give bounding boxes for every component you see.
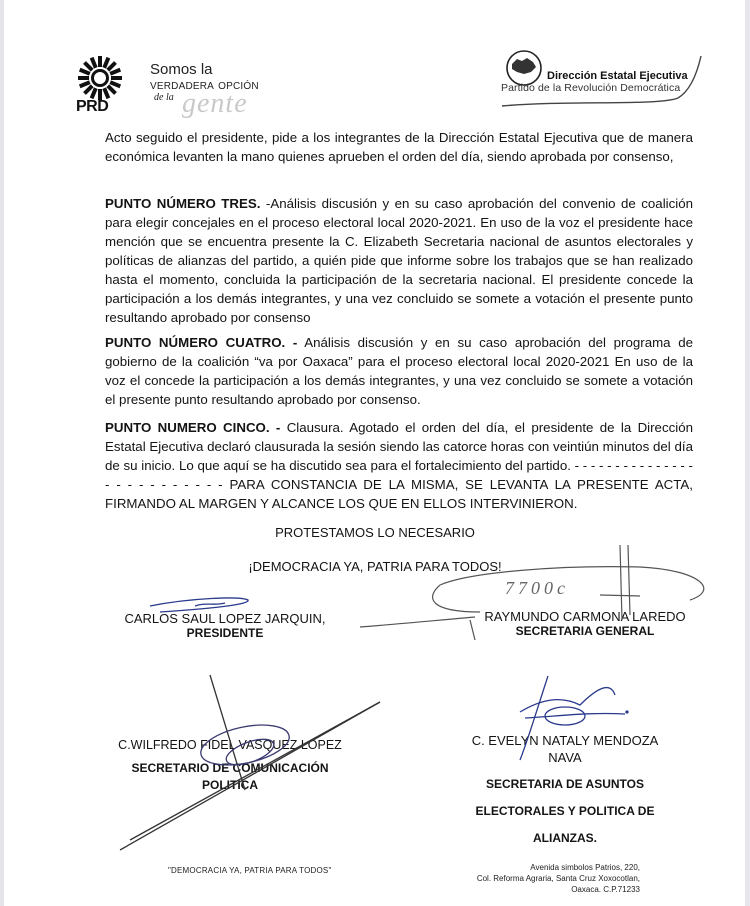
signer-role-line1: SECRETARIA DE ASUNTOS: [485, 777, 644, 791]
punto-cinco-heading: PUNTO NUMERO CINCO. -: [105, 420, 281, 435]
signer-name-line2: NAVA: [548, 750, 582, 765]
signer-name: CARLOS SAUL LOPEZ JARQUIN,: [124, 611, 326, 626]
signer-role-line2: POLITICA: [202, 778, 258, 792]
signer-role: PRESIDENTE: [186, 626, 264, 640]
signature-block-secretary-general: [455, 609, 715, 638]
signer-role-line2: ELECTORALES Y POLITICA DE: [475, 804, 655, 818]
punto-tres-text: -Análisis discusión y en su caso aprobación del convenio de coalición para elegir concejales en el proceso electoral local 2020-2021. En uso de la voz el presidente hace mención que se encuentra presente la C. Elizabeth Secretaria nacional de asuntos electorales y políticas de alianzas del partido, a quién pide que informe sobre los trabajos que se han realizado hasta el momento, concluida la participación de la secretaria nacional. El presidente concede la participación a los demás integrantes, y una vez concluido se somete a votación el presente punto resultando aprobado por consenso: [105, 196, 693, 325]
punto-cuatro: [105, 333, 693, 409]
page-edge-left: [0, 0, 4, 906]
svg-text:7700c: 7700c: [505, 578, 569, 598]
paragraph-order-approval: Acto seguido el presidente, pide a los integrantes de la Dirección Estatal Ejecutiva que de manera económica levanten la mano quienes aprueben el orden del día, siendo aprobada por consenso,: [105, 130, 693, 164]
oaxaca-map-icon: [512, 58, 536, 74]
signature-block-communication: [110, 738, 350, 794]
address-line3: Oaxaca. C.P.71233: [571, 885, 640, 894]
slogan-line3: [150, 88, 259, 119]
signature-block-electoral-affairs: [470, 732, 660, 847]
punto-cuatro-text: Análisis discusión y en su caso aprobación del programa de gobierno de la coalición “va por Oaxaca” para el proceso electoral local 2020-2021 En uso de la voz el concede la participación a los demás integrantes, y una vez concluido se somete a votación el presente punto resultando aprobado por consenso.: [105, 335, 693, 407]
slogan-line2: verdadera opción: [150, 76, 259, 92]
signer-role-line1: SECRETARIO DE COMUNICACIÓN: [131, 761, 329, 775]
signature-block-president: [110, 611, 340, 640]
footer-address: [440, 862, 640, 895]
address-line1: Avenida simbolos Patrios, 220,: [530, 863, 640, 872]
signature-president-icon: [150, 598, 248, 612]
punto-tres: [105, 194, 693, 327]
signer-name-line1: C. EVELYN NATALY MENDOZA: [471, 733, 659, 748]
page-edge-right: [745, 0, 750, 906]
closing-democracia: ¡DEMOCRACIA YA, PATRIA PARA TODOS!: [248, 559, 502, 574]
footer-motto: "DEMOCRACIA YA, PATRIA PARA TODOS": [168, 866, 332, 875]
signer-role: SECRETARIA GENERAL: [515, 624, 655, 638]
signer-name: C.WILFREDO FIDEL VASQUEZ LOPEZ: [118, 738, 342, 752]
punto-cinco: [105, 418, 693, 513]
dee-title: Dirección Estatal Ejecutiva: [547, 70, 688, 82]
punto-cinco-text: Clausura. Agotado el orden del día, el presidente de la Dirección Estatal Ejecutiva declaró clausurada la sesión siendo las catorce horas con veintiún minutos del día de su inicio. Lo que aquí se ha discutido sea para el fortalecimiento del partido. - - - - - - - - - - - - - - - - - - - - - - - - - - PARA CONSTANCIA DE LA MISMA, SE LEVANTA LA PRESENTE ACTA, FIRMANDO AL MARGEN Y ALCANCE LOS QUE EN ELLOS INTERVINIERON.: [105, 420, 693, 511]
closing-protestamos: PROTESTAMOS LO NECESARIO: [275, 525, 475, 540]
slogan-gente: gente: [182, 88, 248, 119]
address-line2: Col. Reforma Agraria, Santa Cruz Xoxocotlan,: [476, 874, 640, 883]
prd-acronym: PRD: [76, 98, 109, 115]
punto-cuatro-heading: PUNTO NÚMERO CUATRO. -: [105, 335, 298, 350]
party-slogan: [150, 62, 259, 118]
signer-role-line3: ALIANZAS.: [533, 831, 597, 845]
signer-name: RAYMUNDO CARMONA LAREDO: [484, 609, 686, 624]
dee-subtitle: Partido de la Revolución Democrática: [501, 82, 681, 94]
slogan-line1: Somos la: [150, 61, 213, 78]
punto-tres-heading: PUNTO NÚMERO TRES.: [105, 196, 261, 211]
slogan-de-la: de la: [154, 92, 174, 103]
